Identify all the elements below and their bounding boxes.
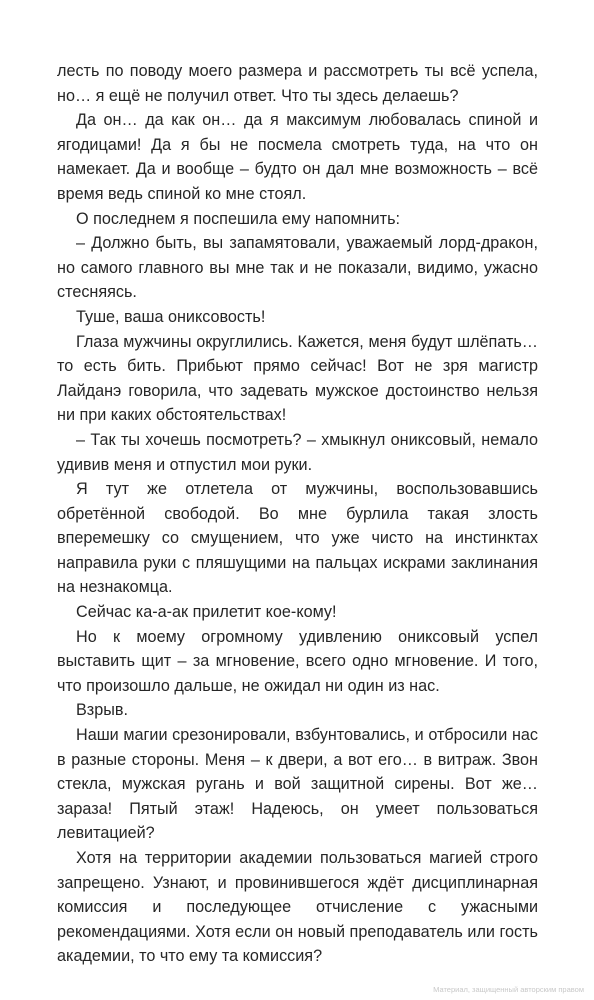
paragraph: – Должно быть, вы запамятовали, уважаемый лорд-дракон, но самого главного вы мне так и не показали, видимо, ужасно стесняясь. [57,234,538,302]
paragraph: Сейчас ка-а-ак прилетит кое-кому! [76,603,337,622]
paragraph: Наши магии срезонировали, взбунтовались, и отбросили нас в разные стороны. Меня – к двери, а вот его… в витраж. Звон стекла, мужская ругань и вой защитной сирены. Вот же… зараза! Пятый этаж! Надеюсь, он умеет пользоваться левитацией? [57,726,538,843]
paragraph: Хотя на территории академии пользоваться магией строго запрещено. Узнают, и провинившегося ждёт дисциплинарная комиссия и последующее отчисление с ужасными рекомендациями. Хотя если он новый преподаватель или гость академии, то что ему та комиссия? [57,849,538,966]
paragraph: – Так ты хочешь посмотреть? – хмыкнул ониксовый, немало удивив меня и отпустил мои руки. [57,430,538,474]
paragraph: Я тут же отлетела от мужчины, воспользовавшись обретённой свободой. Во мне бурлила такая злость вперемешку со смущением, что уже чисто на инстинктах направила руки с пляшущими на пальцах искрами заклинания на незнакомца. [57,480,538,597]
paragraph: Туше, ваша ониксовость! [76,307,266,326]
paragraph: О последнем я поспешила ему напомнить: [76,209,400,228]
paragraph: Да он… да как он… да я максимум любовалась спиной и ягодицами! Да я бы не посмела смотреть туда, на что он намекает. Да и вообще – будто он дал мне возможность – всё время ведь спиной ко мне стоял. [57,111,538,203]
page-body [57,59,538,969]
paragraph: Глаза мужчины округлились. Кажется, меня будут шлёпать… то есть бить. Прибьют прямо сейчас! Вот не зря магистр Лайданэ говорила, что задевать мужское достоинство нельзя ни при каких обстоятельствах! [57,332,538,425]
paragraph: лесть по поводу моего размера и рассмотреть ты всё успела, но… я ещё не получил ответ. Что ты здесь делаешь? [57,62,538,105]
paragraph: Но к моему огромному удивлению ониксовый успел выставить щит – за мгновение, всего одно мгновение. И того, что произошло дальше, не ожидал ни один из нас. [57,627,538,695]
copyright-watermark: Материал, защищенный авторским правом [433,985,584,994]
paragraph: Взрыв. [76,701,128,720]
